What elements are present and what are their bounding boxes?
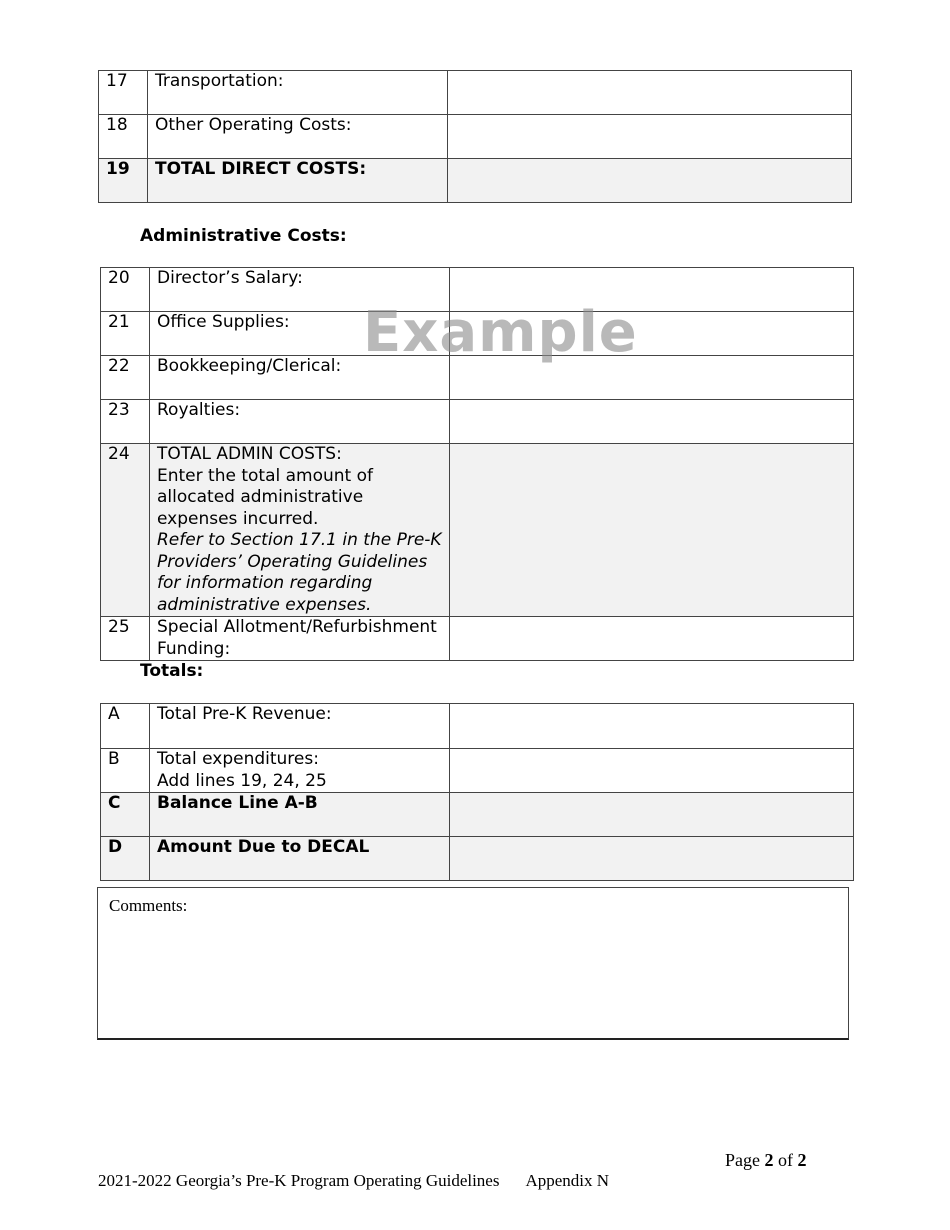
table-row	[99, 159, 852, 203]
line-label: Total Pre-K Revenue:	[150, 704, 450, 749]
total-direct-costs-field[interactable]	[448, 159, 852, 203]
page-number	[725, 1150, 807, 1171]
other-operating-costs-field[interactable]	[448, 115, 852, 159]
line-letter: D	[101, 837, 150, 881]
line-label: TOTAL DIRECT COSTS:	[148, 159, 448, 203]
admin-total-reference: Refer to Section 17.1 in the Pre-K Providers’ Operating Guidelines for information regarding administrative expenses.	[157, 530, 442, 615]
line-label: Office Supplies:	[150, 312, 450, 356]
table-row	[101, 793, 854, 837]
total-revenue-field[interactable]	[450, 704, 854, 749]
page-prefix: Page	[725, 1150, 760, 1170]
totals-heading: Totals:	[140, 661, 204, 681]
line-label: Bookkeeping/Clerical:	[150, 356, 450, 400]
table-row	[99, 115, 852, 159]
table-row	[101, 749, 854, 793]
line-label: Amount Due to DECAL	[150, 837, 450, 881]
line-number: 21	[101, 312, 150, 356]
admin-total-title: TOTAL ADMIN COSTS:	[157, 444, 342, 464]
table-row	[101, 400, 854, 444]
table-row	[101, 617, 854, 661]
line-number: 24	[101, 444, 150, 617]
total-admin-costs-field[interactable]	[450, 444, 854, 617]
transportation-amount-field[interactable]	[448, 71, 852, 115]
comments-box[interactable]	[97, 887, 849, 1040]
line-label: Balance Line A-B	[150, 793, 450, 837]
footer-appendix: Appendix N	[525, 1171, 610, 1190]
line-label: Director’s Salary:	[150, 268, 450, 312]
line-letter: C	[101, 793, 150, 837]
footer	[98, 1171, 609, 1191]
line-letter: A	[101, 704, 150, 749]
example-watermark: Example	[363, 300, 638, 365]
special-allotment-field[interactable]	[450, 617, 854, 661]
line-number: 20	[101, 268, 150, 312]
line-letter: B	[101, 749, 150, 793]
table-row	[101, 837, 854, 881]
admin-total-instruction: Enter the total amount of allocated administrative expenses incurred.	[157, 465, 373, 529]
line-label	[150, 749, 450, 793]
table-row	[99, 71, 852, 115]
line-label: Royalties:	[150, 400, 450, 444]
page-of: of	[778, 1150, 793, 1170]
total-expenditures-field[interactable]	[450, 749, 854, 793]
table-row	[101, 444, 854, 617]
line-number: 19	[99, 159, 148, 203]
administrative-costs-heading: Administrative Costs:	[140, 226, 347, 246]
royalties-field[interactable]	[450, 400, 854, 444]
totals-table	[100, 703, 854, 881]
line-label: Other Operating Costs:	[148, 115, 448, 159]
line-label-title: Total expenditures:	[157, 749, 319, 769]
balance-field[interactable]	[450, 793, 854, 837]
amount-due-field[interactable]	[450, 837, 854, 881]
line-number: 25	[101, 617, 150, 661]
line-label: Special Allotment/Refurbishment Funding:	[150, 617, 450, 661]
line-number: 17	[99, 71, 148, 115]
line-label: Transportation:	[148, 71, 448, 115]
admin-total-label	[150, 444, 450, 617]
page-current: 2	[764, 1150, 774, 1170]
line-number: 18	[99, 115, 148, 159]
direct-costs-table	[98, 70, 852, 203]
line-number: 23	[101, 400, 150, 444]
page-total: 2	[797, 1150, 807, 1170]
line-label-sub: Add lines 19, 24, 25	[157, 770, 327, 791]
table-row	[101, 704, 854, 749]
line-number: 22	[101, 356, 150, 400]
footer-guidelines: 2021-2022 Georgia’s Pre-K Program Operating Guidelines	[98, 1171, 500, 1190]
comments-label: Comments:	[109, 896, 188, 915]
